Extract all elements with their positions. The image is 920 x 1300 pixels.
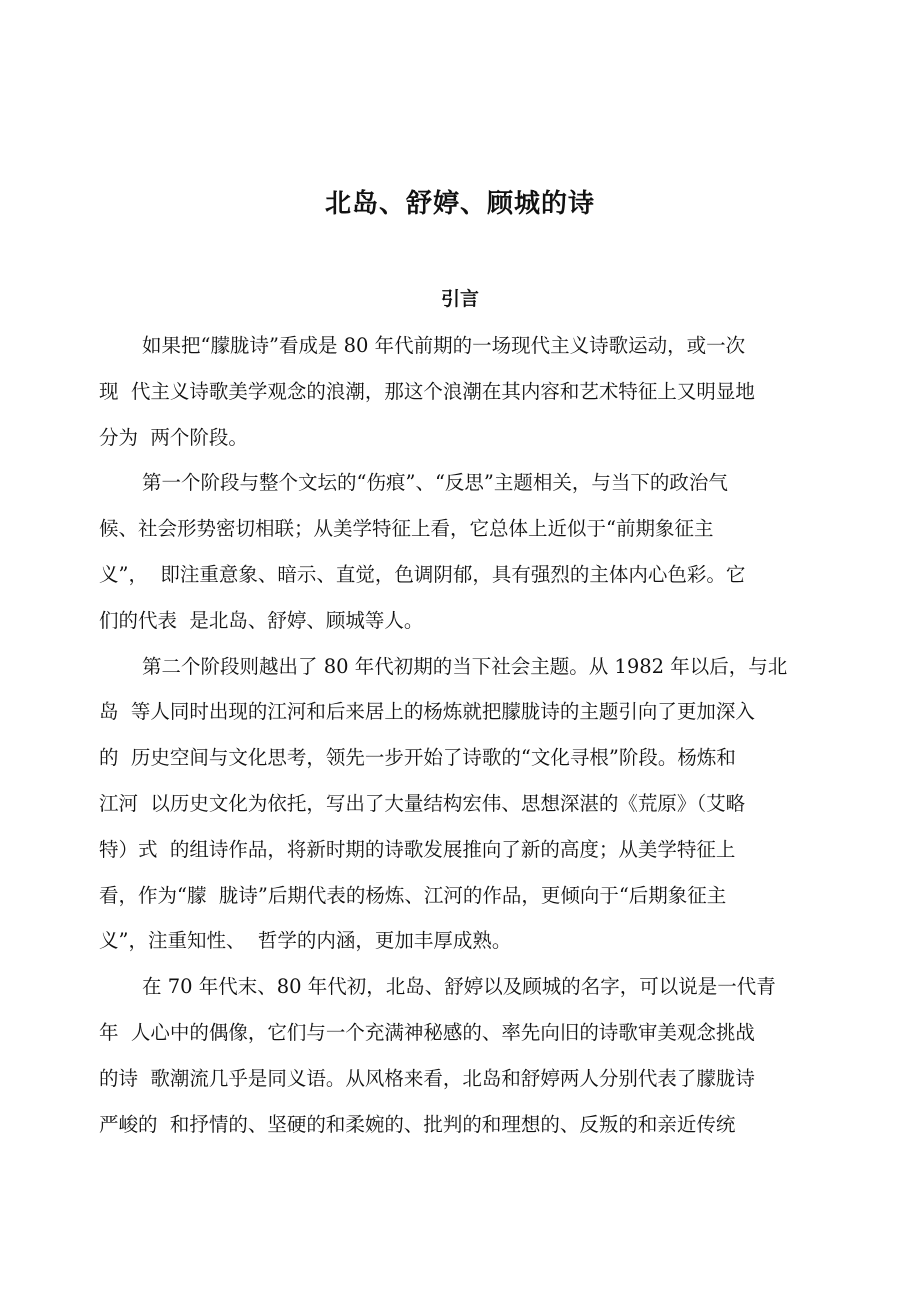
paragraph-3-line: 第二个阶段则越出了 80 年代初期的当下社会主题。从 1982 年以后，与北	[142, 654, 788, 678]
paragraph-3-line: 的 历史空间与文化思考，领先一步开始了诗歌的“文化寻根”阶段。杨炼和	[99, 746, 736, 770]
paragraph-2-line: 义”， 即注重意象、暗示、直觉，色调阴郁，具有强烈的主体内心色彩。它	[99, 562, 746, 586]
paragraph-4-line: 年 人心中的偶像，它们与一个充满神秘感的、率先向旧的诗歌审美观念挑战	[99, 1020, 755, 1044]
paragraph-3-line: 义”，注重知性、 哲学的内涵，更加丰厚成熟。	[99, 929, 512, 953]
paragraph-4-line: 的诗 歌潮流几乎是同义语。从风格来看，北岛和舒婷两人分别代表了朦胧诗	[99, 1066, 755, 1090]
paragraph-3-line: 岛 等人同时出现的江河和后来居上的杨炼就把朦胧诗的主题引向了更加深入	[99, 700, 755, 724]
paragraph-3-line: 特）式 的组诗作品，将新时期的诗歌发展推向了新的高度；从美学特征上	[99, 837, 736, 861]
paragraph-1-line: 如果把“朦胧诗”看成是 80 年代前期的一场现代主义诗歌运动，或一次	[142, 334, 746, 357]
paragraph-3-line: 看，作为“朦 胧诗”后期代表的杨炼、江河的作品，更倾向于“后期象征主	[99, 883, 727, 907]
paragraph-4-line: 在 70 年代末、80 年代初，北岛、舒婷以及顾城的名字，可以说是一代青	[142, 975, 776, 999]
paragraph-3-line: 江河 以历史文化为依托，写出了大量结构宏伟、思想深湛的《荒原》（艾略	[99, 791, 746, 815]
document-title: 北岛、舒婷、顾城的诗	[324, 189, 595, 219]
paragraph-2-line: 们的代表 是北岛、舒婷、顾城等人。	[99, 608, 424, 632]
paragraph-2-line: 候、社会形势密切相联；从美学特征上看，它总体上近似于“前期象征主	[99, 517, 714, 541]
paragraph-2-line: 第一个阶段与整个文坛的“伤痕”、“反思”主题相关，与当下的政治气	[142, 471, 728, 495]
paragraph-4-line: 严峻的 和抒情的、坚硬的和柔婉的、批判的和理想的、反叛的和亲近传统	[99, 1112, 736, 1136]
body-text	[99, 323, 859, 1147]
section-heading: 引言	[440, 288, 479, 310]
paragraph-1-line: 现 代主义诗歌美学观念的浪潮，那这个浪潮在其内容和艺术特征上又明显地	[99, 379, 755, 403]
paragraph-1-line: 分为 两个阶段。	[99, 425, 248, 449]
